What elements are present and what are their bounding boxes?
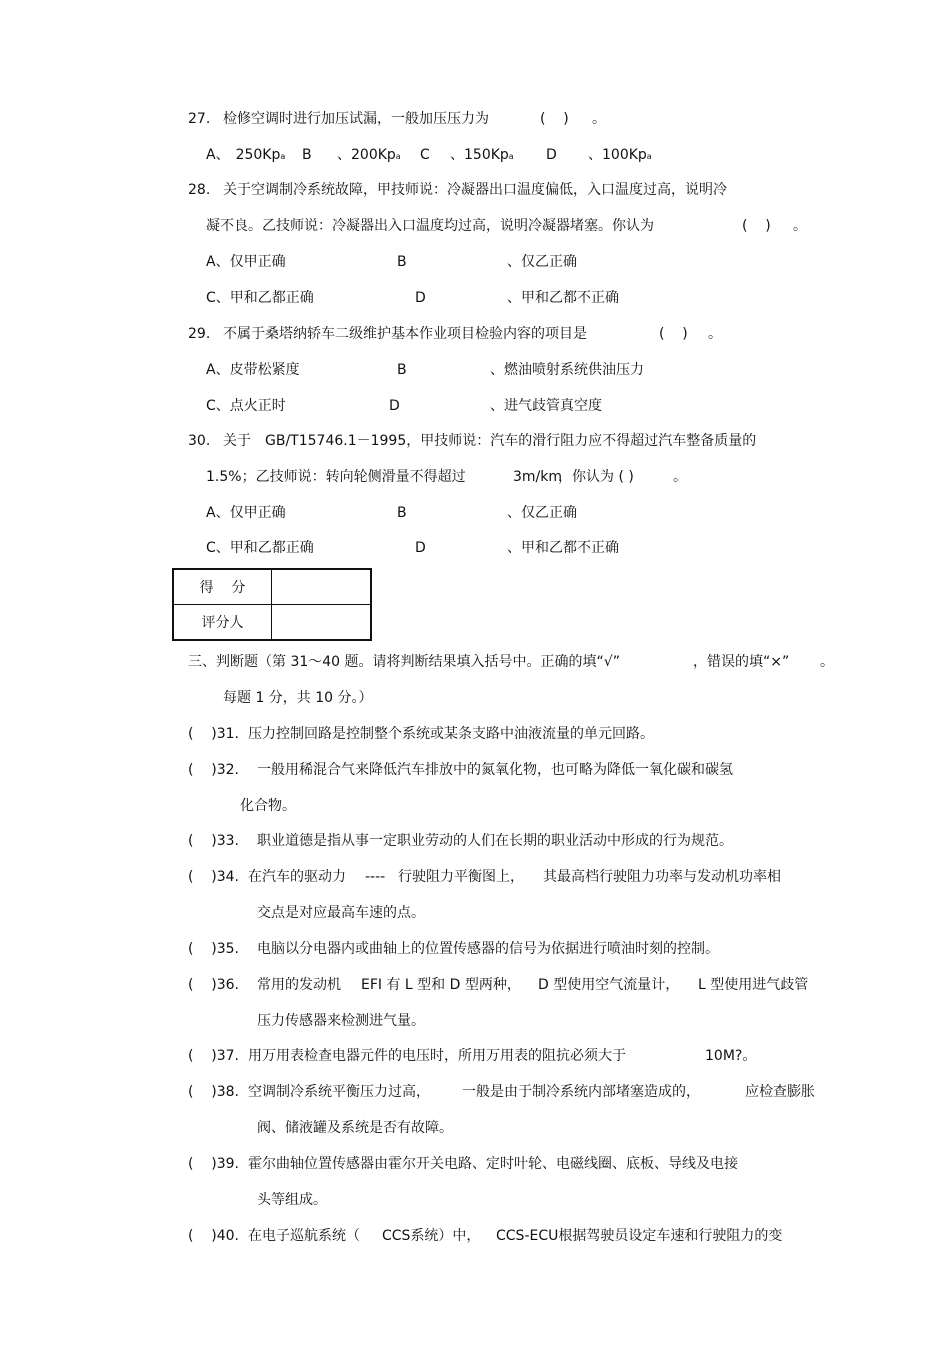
- q27-option-b: 、200Kpa: [337, 147, 401, 163]
- q28-option-d: 、甲和乙都不正确: [507, 290, 619, 306]
- j38-text-a: 空调制冷系统平衡压力过高，: [248, 1084, 430, 1100]
- q28-line1: 关于空调制冷系统故障，甲技师说：冷凝器出口温度偏低，入口温度过高，说明冷: [223, 182, 727, 198]
- q29-option-d: 、进气歧管真空度: [490, 398, 602, 414]
- section3-instructions: 每题 1 分，共 10 分。）: [223, 690, 373, 706]
- q30-number: 30.: [188, 433, 211, 449]
- j39-text-cont: 头等组成。: [257, 1192, 327, 1208]
- q28-option-d-label: D: [415, 290, 426, 306]
- q30-line2-suffix: ，你认为 ( ): [558, 469, 634, 485]
- j37-text-b: 10M?。: [705, 1048, 757, 1064]
- q28-option-c: C、甲和乙都正确: [206, 290, 314, 306]
- q28-end: 。: [793, 218, 807, 234]
- q27-text: 检修空调时进行加压试漏，一般加压压力为: [223, 111, 489, 127]
- q30-line2: 1.5%；乙技师说：转向轮侧滑量不得超过: [206, 469, 466, 485]
- j32-text: 一般用稀混合气来降低汽车排放中的氮氧化物，也可略为降低一氧化碳和碳氢: [257, 762, 733, 778]
- section3-heading-end: 。: [820, 654, 834, 670]
- q27-option-a: A、 250Kpa: [206, 147, 286, 163]
- q30-line1: GB/T15746.1－1995，甲技师说：汽车的滑行阻力应不得超过汽车整备质量的: [265, 433, 757, 449]
- j34-answer-bracket[interactable]: ( )34.: [188, 869, 239, 885]
- q29-text: 不属于桑塔纳轿车二级维护基本作业项目检验内容的项目是: [223, 326, 587, 342]
- q29-option-c: C、点火正时: [206, 398, 286, 414]
- section3-heading: 三、判断题（第 31～40 题。请将判断结果填入括号中。正确的填“√”: [188, 654, 620, 670]
- q30-option-d: 、甲和乙都不正确: [507, 540, 619, 556]
- q29-number: 29.: [188, 326, 211, 342]
- q29-option-b: 、燃油喷射系统供油压力: [490, 362, 644, 378]
- j35-text: 电脑以分电器内或曲轴上的位置传感器的信号为依据进行喷油时刻的控制。: [257, 941, 719, 957]
- j35-answer-bracket[interactable]: ( )35.: [188, 941, 239, 957]
- q27-option-c: 、150Kpa: [450, 147, 514, 163]
- j31-answer-bracket[interactable]: ( )31.: [188, 726, 239, 742]
- q29-option-b-label: B: [397, 362, 407, 378]
- j39-answer-bracket[interactable]: ( )39.: [188, 1156, 239, 1172]
- j39-text: 霍尔曲轴位置传感器由霍尔开关电路、定时叶轮、电磁线圈、底板、导线及电接: [248, 1156, 738, 1172]
- score-field[interactable]: [272, 569, 372, 605]
- score-label: 得 分: [173, 569, 272, 605]
- grader-field[interactable]: [272, 605, 372, 641]
- section3-heading-cont: ，错误的填“×”: [693, 654, 790, 670]
- q27-option-c-label: C: [420, 147, 430, 163]
- j34-text-cont: 交点是对应最高车速的点。: [257, 905, 425, 921]
- j38-text-cont: 阀、储液罐及系统是否有故障。: [257, 1120, 453, 1136]
- q30-option-a: A、仅甲正确: [206, 505, 286, 521]
- score-table: [172, 568, 372, 641]
- j31-text: 压力控制回路是控制整个系统或某条支路中油液流量的单元回路。: [248, 726, 654, 742]
- j34-text-d: 其最高档行驶阻力功率与发动机功率相: [543, 869, 781, 885]
- j38-text-b: 一般是由于制冷系统内部堵塞造成的，: [462, 1084, 700, 1100]
- j40-text-a: 在电子巡航系统（: [248, 1228, 360, 1244]
- j40-text-b: CCS系统）中，: [382, 1228, 481, 1244]
- q29-option-a: A、皮带松紧度: [206, 362, 300, 378]
- j36-text-cont: 压力传感器来检测进气量。: [257, 1013, 425, 1029]
- q28-number: 28.: [188, 182, 211, 198]
- q30-option-b-label: B: [397, 505, 407, 521]
- j34-text-b: ----: [365, 869, 386, 885]
- q28-option-a: A、仅甲正确: [206, 254, 286, 270]
- q27-end: 。: [592, 111, 606, 127]
- q30-line2-value: 3m/km: [513, 469, 563, 485]
- j37-text-a: 用万用表检查电器元件的电压时，所用万用表的阻抗必须大于: [248, 1048, 626, 1064]
- q27-option-b-label: B: [302, 147, 312, 163]
- j34-text-a: 在汽车的驱动力: [248, 869, 346, 885]
- q28-option-b-label: B: [397, 254, 407, 270]
- q27-paren: ( ): [540, 111, 569, 127]
- q29-end: 。: [708, 326, 722, 342]
- j36-text-b: EFI 有 L 型和 D 型两种，: [361, 977, 521, 993]
- j36-answer-bracket[interactable]: ( )36.: [188, 977, 239, 993]
- j40-text-c: CCS-ECU根据驾驶员设定车速和行驶阻力的变: [496, 1228, 783, 1244]
- q30-option-d-label: D: [415, 540, 426, 556]
- q30-option-c: C、甲和乙都正确: [206, 540, 314, 556]
- q27-option-d-label: D: [546, 147, 557, 163]
- q28-option-b: 、仅乙正确: [507, 254, 577, 270]
- q28-paren: ( ): [742, 218, 771, 234]
- j33-answer-bracket[interactable]: ( )33.: [188, 833, 239, 849]
- j36-text-c: D 型使用空气流量计，: [538, 977, 680, 993]
- j33-text: 职业道德是指从事一定职业劳动的人们在长期的职业活动中形成的行为规范。: [257, 833, 733, 849]
- j36-text-d: L 型使用进气歧管: [698, 977, 809, 993]
- q30-option-b: 、仅乙正确: [507, 505, 577, 521]
- j37-answer-bracket[interactable]: ( )37.: [188, 1048, 239, 1064]
- q30-line1-prefix: 关于: [223, 433, 251, 449]
- j40-answer-bracket[interactable]: ( )40.: [188, 1228, 239, 1244]
- q27-number: 27.: [188, 111, 211, 127]
- j32-answer-bracket[interactable]: ( )32.: [188, 762, 239, 778]
- j38-answer-bracket[interactable]: ( )38.: [188, 1084, 239, 1100]
- j38-text-c: 应检查膨胀: [745, 1084, 815, 1100]
- j34-text-c: 行驶阻力平衡图上，: [398, 869, 524, 885]
- j36-text-a: 常用的发动机: [257, 977, 341, 993]
- q29-paren: ( ): [659, 326, 688, 342]
- q29-option-d-label: D: [389, 398, 400, 414]
- q28-line2: 凝不良。乙技师说：冷凝器出入口温度均过高，说明冷凝器堵塞。你认为: [206, 218, 654, 234]
- q27-option-d: 、100Kpa: [588, 147, 652, 163]
- grader-label: 评分人: [173, 605, 272, 641]
- q30-end: 。: [673, 469, 687, 485]
- j32-text-cont: 化合物。: [240, 798, 296, 814]
